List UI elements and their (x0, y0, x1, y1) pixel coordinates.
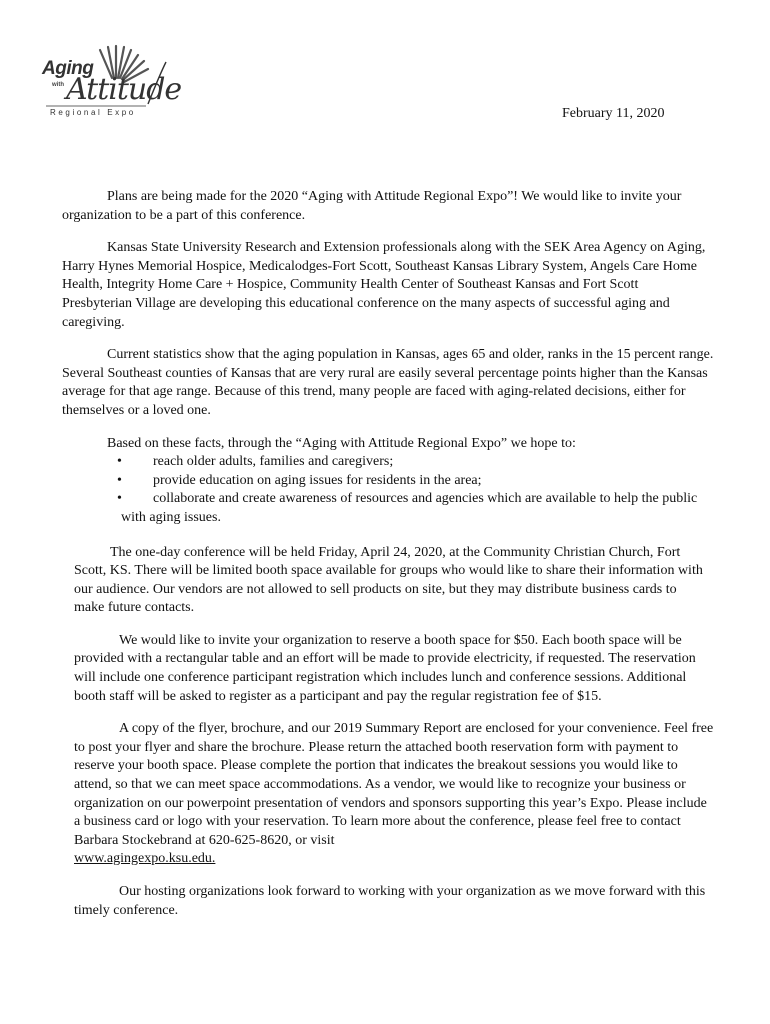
paragraph-event-details: The one-day conference will be held Friday, April 24, 2020, at the Community Christian Church, Fort Scott, KS. There will be limited booth space available for groups who would like to share their information with our audience. Our vendors are not allowed to sell products on site, but they may distribute business cards to make future contacts. (74, 544, 703, 616)
enclosures-text: A copy of the flyer, brochure, and our 2019 Summary Report are enclosed for your convenience. Feel free to post your flyer and share the brochure. Please return the attached booth reservation form with payment to reserve your booth space. Please complete the portion that indicates the breakout sessions you would like to attend, so that we can meet space accommodations. As a vendor, we would like to recognize your business or organization on our powerpoint presentation of vendors and sponsors supporting this year’s Expo. Please include a business card or logo with your reservation. To learn more about the conference, please feel free to contact Barbara Stockebrand at 620-625-8620, or visit (74, 721, 714, 848)
bullet-icon: • (117, 491, 122, 507)
letter-date: February 11, 2020 (562, 106, 665, 121)
paragraph-booth-offer: We would like to invite your organization to reserve a booth space for $50. Each booth space will be provided with a rectangular table and an effort will be made to provide electricity, if requested. The reservation will include one conference participant registration which includes lunch and conference sessions. Additional booth staff will be asked to register as a participant and pay the regular registration fee of $15. (74, 632, 696, 704)
paragraph-closing: Our hosting organizations look forward to working with your organization as we move forward with this timely conference. (74, 884, 706, 918)
logo-attitude-text: Attitude (66, 72, 182, 107)
goal-text: provide education on aging issues for residents in the area; (153, 472, 482, 488)
bullet-icon: • (117, 454, 122, 470)
logo-regional-text: Regional Expo (50, 108, 136, 117)
list-item (0, 472, 770, 491)
list-item (0, 490, 770, 527)
goal-text: collaborate and create awareness of resources and agencies which are available to help the public with aging issues. (121, 491, 698, 525)
paragraph-enclosures (0, 720, 770, 869)
goals-list (0, 453, 770, 527)
letter-body (0, 188, 770, 920)
paragraph-statistics: Current statistics show that the aging population in Kansas, ages 65 and older, ranks in the 15 percent range. Several Southeast counties of Kansas that are very rural are easily several percentage points higher than the Kansas average for that age range. Because of this trend, many people are faced with aging-related decisions, either for themselves or a loved one. (62, 347, 714, 418)
expo-website-link[interactable]: www.agingexpo.ksu.edu. (74, 851, 216, 867)
logo-with-text: with (52, 82, 64, 88)
bullet-icon: • (117, 472, 122, 488)
list-item (0, 453, 770, 472)
paragraph-invitation: Plans are being made for the 2020 “Aging with Attitude Regional Expo”! We would like to invite your organization to be a part of this conference. (62, 189, 682, 223)
goal-text: reach older adults, families and caregivers; (153, 454, 394, 470)
expo-logo (38, 44, 182, 124)
goals-intro: Based on these facts, through the “Aging with Attitude Regional Expo” we hope to: (107, 435, 576, 451)
logo-aging-text: Aging (42, 58, 94, 79)
paragraph-partners: Kansas State University Research and Extension professionals along with the SEK Area Agency on Aging, Harry Hynes Memorial Hospice, Medicalodges-Fort Scott, Southeast Kansas Library System, Angels Care Home Health, Integrity Home Care + Hospice, Community Health Center of Southeast Kansas and Fort Scott Presbyterian Village are developing this educational conference on the many aspects of successful aging and caregiving. (62, 240, 706, 330)
